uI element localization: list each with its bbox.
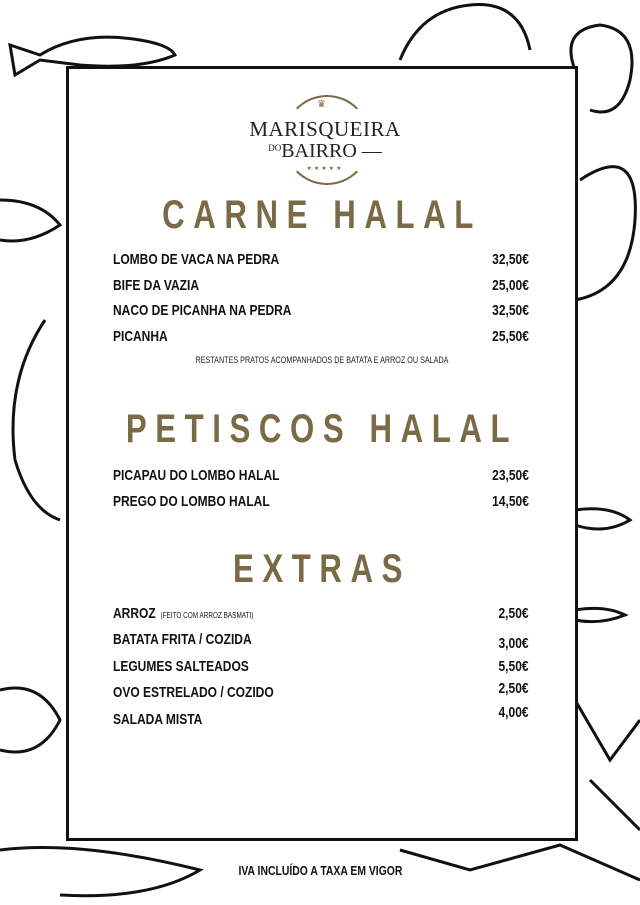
octopus-sketch — [571, 25, 632, 112]
menu-item — [113, 704, 529, 731]
item-name: NACO DE PICANHA NA PEDRA — [113, 302, 292, 319]
octopus-tentacle-sketch — [400, 5, 530, 60]
menu-item — [113, 251, 529, 271]
fish-left-sketch — [0, 200, 60, 241]
item-price: 23,50€ — [492, 467, 529, 484]
menu-item — [113, 493, 529, 513]
menu-item — [113, 680, 529, 704]
small-fish-2-sketch — [575, 608, 625, 621]
item-price: 25,00€ — [492, 277, 529, 294]
section-title-carne: CARNE HALAL — [162, 193, 482, 237]
menu-item — [113, 302, 529, 322]
menu-item — [113, 631, 529, 651]
logo-prefix: DO — [268, 143, 282, 153]
menu-item — [113, 605, 529, 625]
item-name: OVO ESTRELADO / COZIDO — [113, 684, 274, 701]
item-price: 32,50€ — [492, 302, 529, 319]
crab-sketch — [0, 688, 60, 752]
item-name: LEGUMES SALTEADOS — [113, 658, 249, 675]
item-price: 4,00€ — [498, 704, 529, 721]
footer-text: IVA INCLUÍDO A TAXA EM VIGOR — [235, 863, 405, 878]
item-detail: (FEITO COM ARROZ BASMATI) — [160, 611, 254, 620]
section-title-petiscos: PETISCOS HALAL — [125, 407, 519, 451]
menu-item — [113, 328, 529, 348]
item-price: 14,50€ — [492, 493, 529, 510]
logo-line2: $^{DO}$BAIRRO — — [268, 140, 382, 162]
item-name: PICAPAU DO LOMBO HALAL — [113, 467, 280, 484]
item-name-text: ARROZ — [113, 605, 156, 622]
section-title-extras: EXTRAS — [232, 547, 412, 591]
item-price: 3,00€ — [498, 635, 529, 652]
section-note: RESTANTES PRATOS ACOMPANHADOS DE BATATA E ARROZ OU SALADA — [195, 355, 449, 365]
item-name: BIFE DA VAZIA — [113, 277, 199, 294]
item-name: PICANHA — [113, 328, 168, 345]
item-price: 32,50€ — [492, 251, 529, 268]
tentacle-right-sketch — [575, 167, 635, 300]
menu-item — [113, 658, 529, 678]
menu-item — [113, 277, 529, 297]
item-price: 25,50€ — [492, 328, 529, 345]
item-price: 2,50€ — [498, 605, 529, 622]
item-name: LOMBO DE VACA NA PEDRA — [113, 251, 280, 268]
item-name: SALADA MISTA — [113, 711, 203, 728]
shrimp-sketch — [13, 320, 60, 520]
item-name: PREGO DO LOMBO HALAL — [113, 493, 270, 510]
small-fish-sketch — [575, 509, 630, 529]
logo-stars: ★★★★★ — [306, 166, 344, 172]
menu-item — [113, 467, 529, 487]
logo-line1: MARISQUEIRA — [245, 117, 405, 142]
item-name — [113, 605, 253, 622]
item-name: BATATA FRITA / COZIDA — [113, 631, 252, 648]
menu-panel — [66, 66, 578, 841]
restaurant-logo — [245, 93, 405, 185]
footer-note — [0, 863, 640, 878]
crown-icon: ♛ — [317, 99, 326, 110]
logo-bairro: BAIRRO — [281, 140, 357, 162]
item-price: 2,50€ — [498, 680, 529, 697]
item-price: 5,50€ — [498, 658, 529, 675]
